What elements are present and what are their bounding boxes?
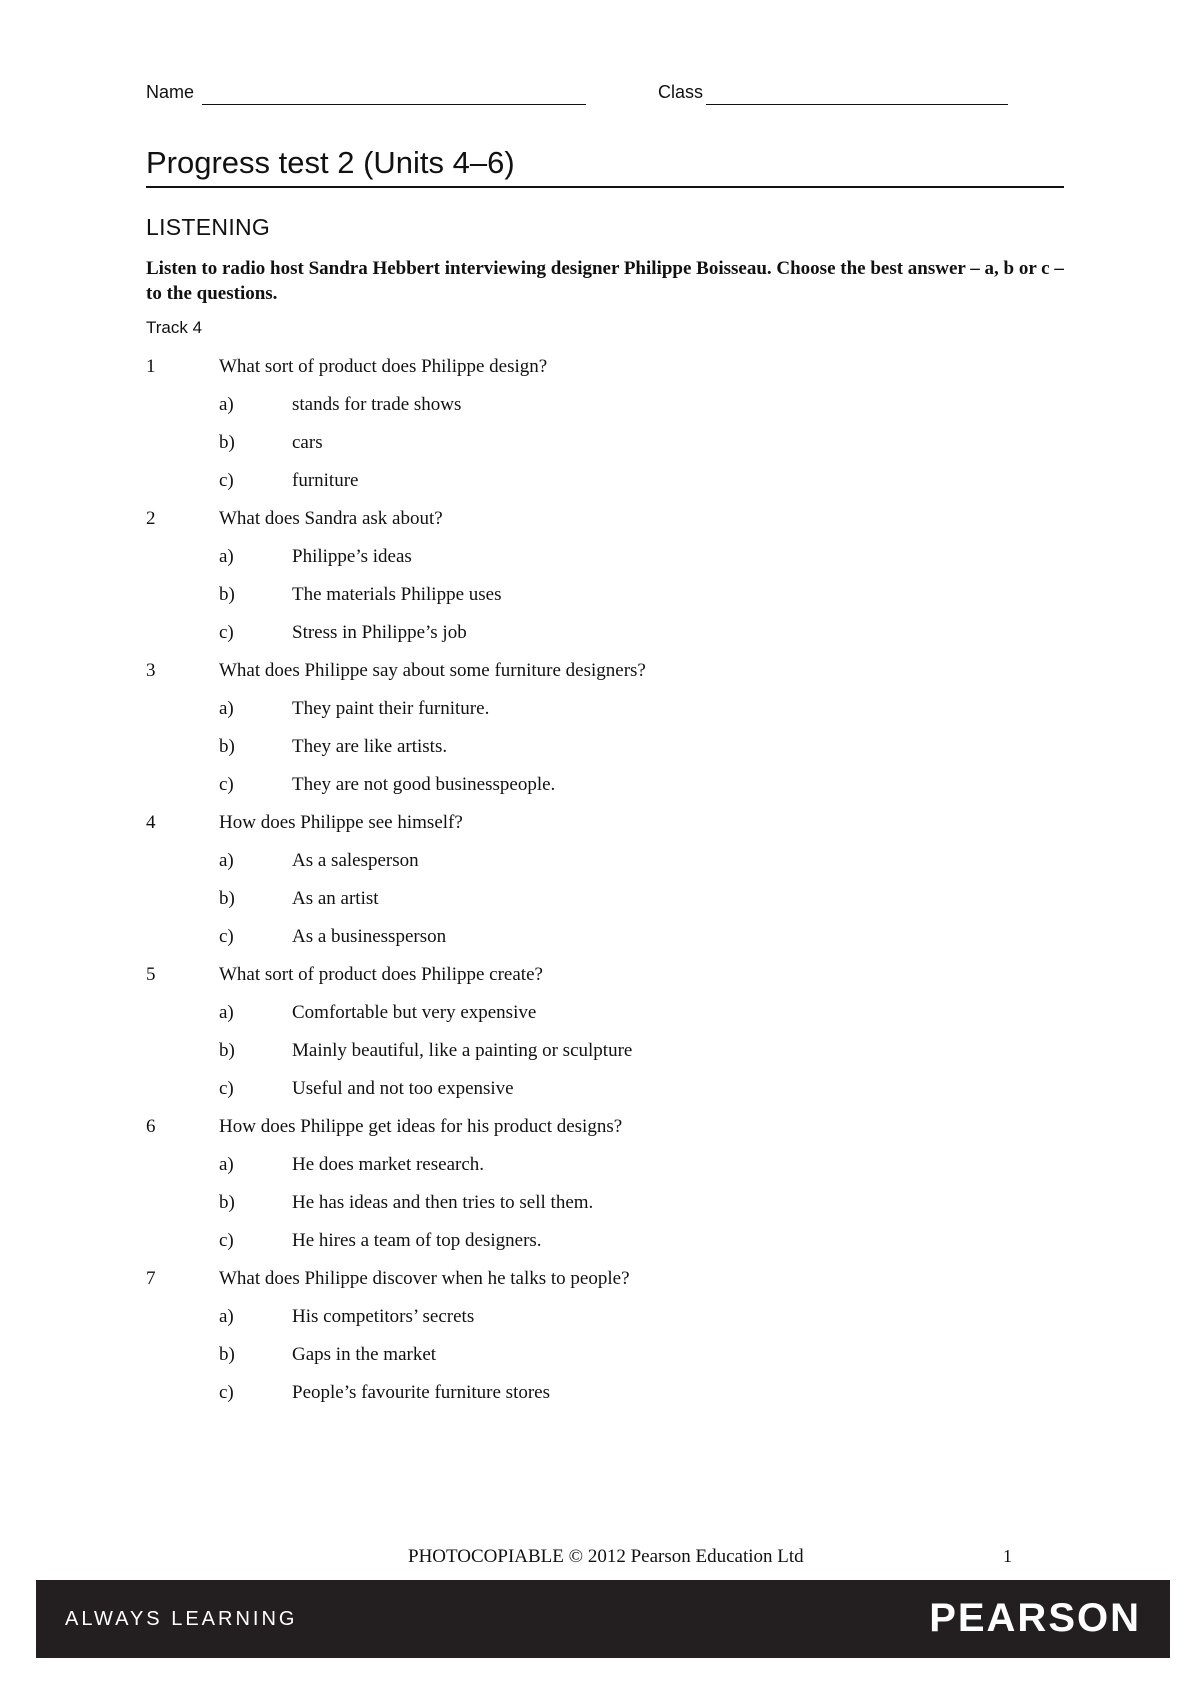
- class-blank-line: [706, 104, 1008, 105]
- option-letter: c): [219, 622, 234, 643]
- question-number: 6: [146, 1116, 156, 1137]
- class-label: Class: [658, 82, 704, 102]
- name-class-row: [146, 82, 1008, 108]
- option-letter: c): [219, 470, 234, 491]
- answer-option: [146, 462, 1066, 500]
- option-text: His competitors’ secrets: [292, 1306, 475, 1327]
- copyright-notice: PHOTOCOPIABLE © 2012 Pearson Education Ltd: [408, 1546, 804, 1567]
- option-letter: c): [219, 1382, 234, 1403]
- option-letter: b): [219, 584, 235, 605]
- option-text: They are like artists.: [292, 736, 448, 757]
- option-letter: c): [219, 1230, 234, 1251]
- option-letter: b): [219, 432, 235, 453]
- answer-option: [146, 1070, 1066, 1108]
- answer-option: [146, 918, 1066, 956]
- option-letter: a): [219, 394, 234, 415]
- option-text: Mainly beautiful, like a painting or sculpture: [292, 1040, 633, 1061]
- option-letter: a): [219, 1002, 234, 1023]
- answer-option: [146, 576, 1066, 614]
- question-text: What does Philippe discover when he talks to people?: [219, 1268, 630, 1289]
- option-letter: a): [219, 850, 234, 871]
- option-text: As a businessperson: [292, 926, 447, 947]
- question-4: [146, 804, 1066, 842]
- answer-option: [146, 690, 1066, 728]
- option-letter: c): [219, 1078, 234, 1099]
- name-blank-line: [202, 104, 586, 105]
- question-6: [146, 1108, 1066, 1146]
- option-letter: a): [219, 1306, 234, 1327]
- name-label: Name: [146, 82, 195, 102]
- answer-option: [146, 614, 1066, 652]
- option-letter: a): [219, 698, 234, 719]
- option-letter: b): [219, 1192, 235, 1213]
- page-title: Progress test 2 (Units 4–6): [146, 144, 1064, 188]
- option-text: Comfortable but very expensive: [292, 1002, 537, 1023]
- option-text: People’s favourite furniture stores: [292, 1382, 551, 1403]
- answer-option: [146, 1146, 1066, 1184]
- answer-option: [146, 842, 1066, 880]
- answer-option: [146, 424, 1066, 462]
- option-text: furniture: [292, 470, 359, 491]
- question-text: How does Philippe get ideas for his product designs?: [219, 1116, 623, 1137]
- option-text: They are not good businesspeople.: [292, 774, 556, 795]
- option-text: As an artist: [292, 888, 379, 909]
- answer-option: [146, 994, 1066, 1032]
- answer-option: [146, 728, 1066, 766]
- question-number: 1: [146, 356, 156, 377]
- question-3: [146, 652, 1066, 690]
- option-text: He does market research.: [292, 1154, 485, 1175]
- option-text: Stress in Philippe’s job: [292, 622, 467, 643]
- question-number: 3: [146, 660, 156, 681]
- answer-option: [146, 1298, 1066, 1336]
- option-letter: b): [219, 736, 235, 757]
- answer-option: [146, 1222, 1066, 1260]
- option-text: He has ideas and then tries to sell them.: [292, 1192, 594, 1213]
- option-letter: c): [219, 926, 234, 947]
- answer-option: [146, 538, 1066, 576]
- option-letter: b): [219, 1040, 235, 1061]
- option-letter: a): [219, 1154, 234, 1175]
- answer-option: [146, 1184, 1066, 1222]
- answer-option: [146, 1032, 1066, 1070]
- question-number: 5: [146, 964, 156, 985]
- answer-option: [146, 766, 1066, 804]
- option-text: The materials Philippe uses: [292, 584, 502, 605]
- page-number: 1: [1003, 1546, 1012, 1566]
- tagline: ALWAYS LEARNING: [65, 1608, 298, 1630]
- answer-option: [146, 386, 1066, 424]
- answer-option: [146, 1374, 1066, 1412]
- option-text: They paint their furniture.: [292, 698, 490, 719]
- option-text: Gaps in the market: [292, 1344, 437, 1365]
- answer-option: [146, 1336, 1066, 1374]
- option-text: cars: [292, 432, 323, 453]
- question-text: How does Philippe see himself?: [219, 812, 463, 833]
- option-letter: b): [219, 1344, 235, 1365]
- section-heading: LISTENING: [146, 214, 271, 240]
- question-text: What does Sandra ask about?: [219, 508, 443, 529]
- option-text: Useful and not too expensive: [292, 1078, 514, 1099]
- instructions: Listen to radio host Sandra Hebbert interviewing designer Philippe Boisseau. Choose the best answer – a, b or c – to the questions.: [146, 258, 1064, 304]
- question-1: [146, 348, 1066, 386]
- question-text: What sort of product does Philippe create?: [219, 964, 543, 985]
- option-letter: b): [219, 888, 235, 909]
- question-number: 2: [146, 508, 156, 529]
- option-text: stands for trade shows: [292, 394, 462, 415]
- question-7: [146, 1260, 1066, 1298]
- track-label: Track 4: [146, 318, 203, 337]
- option-letter: c): [219, 774, 234, 795]
- option-text: As a salesperson: [292, 850, 419, 871]
- answer-option: [146, 880, 1066, 918]
- option-text: Philippe’s ideas: [292, 546, 412, 567]
- question-list: [146, 348, 1066, 1412]
- question-2: [146, 500, 1066, 538]
- brand-bar: [36, 1580, 1170, 1658]
- question-5: [146, 956, 1066, 994]
- option-text: He hires a team of top designers.: [292, 1230, 542, 1251]
- option-letter: a): [219, 546, 234, 567]
- pearson-logo: PEARSON: [929, 1596, 1141, 1640]
- question-text: What does Philippe say about some furniture designers?: [219, 660, 646, 681]
- question-number: 7: [146, 1268, 156, 1289]
- question-number: 4: [146, 812, 156, 833]
- question-text: What sort of product does Philippe design?: [219, 356, 548, 377]
